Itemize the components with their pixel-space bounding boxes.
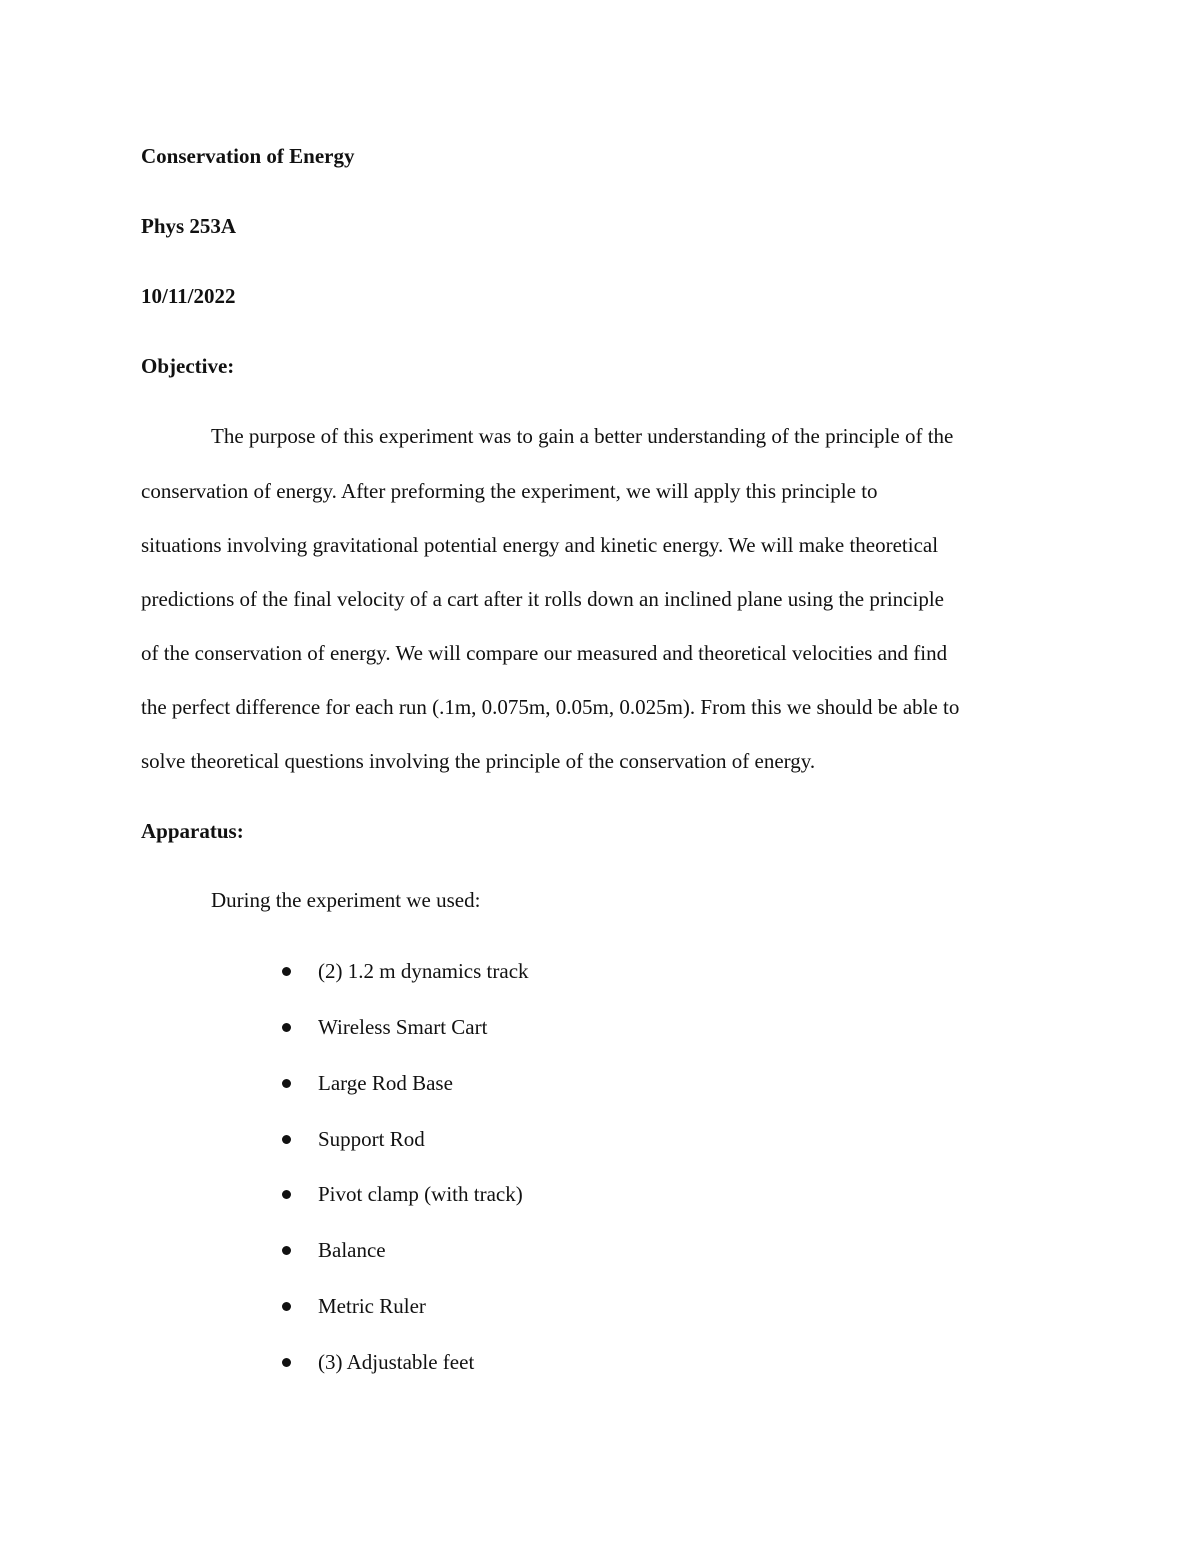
bullet-icon bbox=[282, 1302, 291, 1311]
bullet-icon bbox=[282, 1023, 291, 1032]
list-item: (2) 1.2 m dynamics track bbox=[318, 959, 529, 983]
list-item: Support Rod bbox=[318, 1127, 425, 1151]
document-date: 10/11/2022 bbox=[141, 284, 236, 308]
apparatus-heading: Apparatus: bbox=[141, 819, 244, 843]
objective-line: conservation of energy. After preforming the experiment, we will apply this principle to bbox=[141, 479, 878, 503]
bullet-icon bbox=[282, 1190, 291, 1199]
bullet-icon bbox=[282, 967, 291, 976]
objective-line: solve theoretical questions involving the principle of the conservation of energy. bbox=[141, 749, 816, 773]
course-code: Phys 253A bbox=[141, 214, 237, 238]
list-item: Large Rod Base bbox=[318, 1071, 453, 1095]
bullet-icon bbox=[282, 1079, 291, 1088]
apparatus-intro: During the experiment we used: bbox=[211, 888, 481, 912]
bullet-icon bbox=[282, 1135, 291, 1144]
list-item: (3) Adjustable feet bbox=[318, 1350, 475, 1374]
objective-line: the perfect difference for each run (.1m, 0.075m, 0.05m, 0.025m). From this we should be able to bbox=[141, 695, 960, 719]
list-item: Pivot clamp (with track) bbox=[318, 1182, 523, 1206]
objective-line: The purpose of this experiment was to gain a better understanding of the principle of the bbox=[211, 424, 954, 448]
document-title: Conservation of Energy bbox=[141, 144, 355, 168]
bullet-icon bbox=[282, 1358, 291, 1367]
list-item: Metric Ruler bbox=[318, 1294, 426, 1318]
list-item: Wireless Smart Cart bbox=[318, 1015, 488, 1039]
objective-line: situations involving gravitational potential energy and kinetic energy. We will make theoretical bbox=[141, 533, 939, 557]
bullet-icon bbox=[282, 1246, 291, 1255]
objective-line: predictions of the final velocity of a cart after it rolls down an inclined plane using the principle bbox=[141, 587, 944, 611]
objective-line: of the conservation of energy. We will compare our measured and theoretical velocities and find bbox=[141, 641, 948, 665]
list-item: Balance bbox=[318, 1238, 386, 1262]
objective-heading: Objective: bbox=[141, 354, 235, 378]
